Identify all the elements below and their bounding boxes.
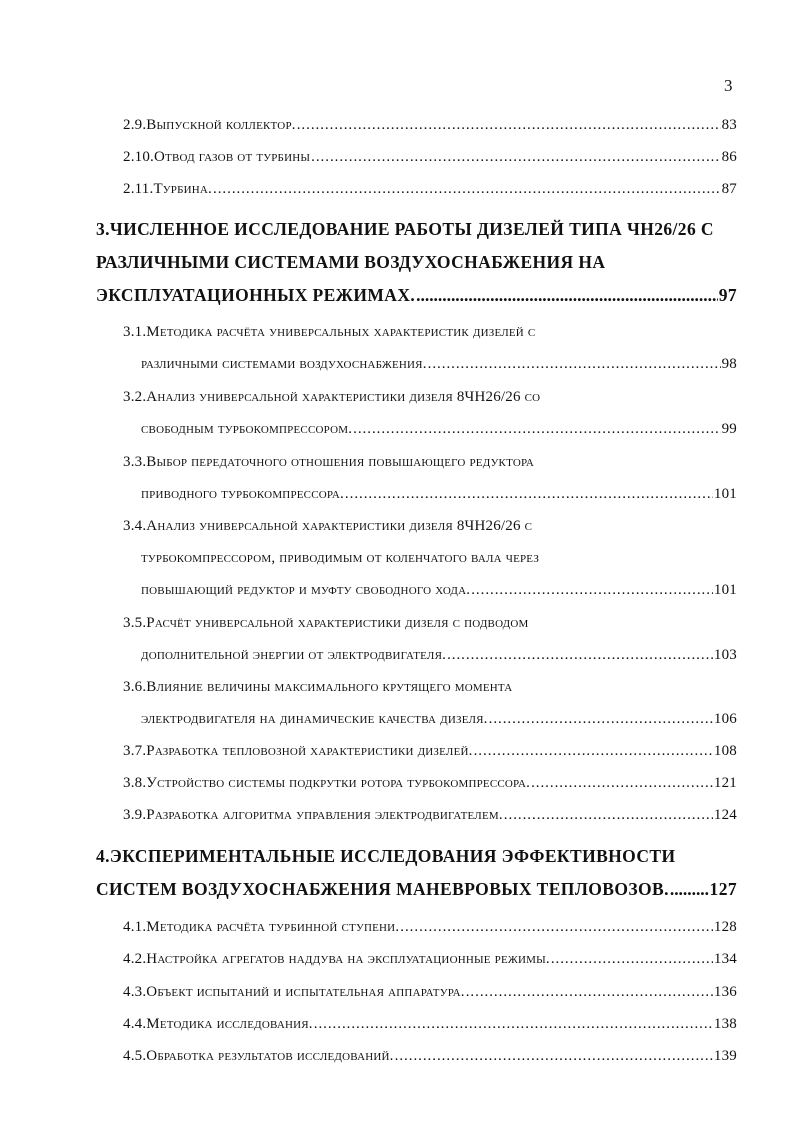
dot-leader [447,647,713,664]
toc-entry-page: 87 [721,181,737,197]
toc-entry-title: электродвигателя на динамические качества дизеля. [141,711,488,727]
toc-entry-3-2[interactable] [141,421,737,438]
toc-entry-page: 83 [721,117,737,133]
toc-entry-page: 127 [709,879,737,899]
toc-entry-2-10[interactable] [123,149,737,166]
dot-leader [466,984,713,1001]
page-number: 3 [724,76,733,95]
toc-entry-page: 124 [713,807,737,823]
toc-entry-title: повышающий редуктор и муфту свободного хода. [141,582,471,598]
toc-entry-3-8[interactable] [123,775,737,792]
chapter-4-title-line-1[interactable]: 4.ЭКСПЕРИМЕНТАЛЬНЫЕ ИССЛЕДОВАНИЯ ЭФФЕКТИВНОСТИ [96,846,676,866]
toc-entry-title: 2.10.Отвод газов от турбины [123,149,311,165]
toc-entry-3-4-line-1[interactable]: 3.4.Анализ универсальной характеристики дизеля 8ЧН26/26 с [123,518,533,534]
toc-entry-4-3[interactable] [123,984,737,1001]
toc-entry-chapter-4[interactable] [96,879,737,900]
toc-entry-page: 134 [713,951,737,967]
toc-entry-title: приводного турбокомпрессора. [141,486,344,502]
dot-leader [345,486,713,503]
toc-entry-title: 3.8.Устройство системы подкрутки ротора турбокомпрессора. [123,775,531,791]
toc-entry-page: 108 [713,743,737,759]
dot-leader [353,421,720,438]
toc-entry-page: 106 [713,711,737,727]
toc-entry-page: 139 [713,1048,737,1064]
toc-entry-chapter-3[interactable] [96,285,737,306]
toc-entry-3-4[interactable] [141,582,737,599]
dot-leader [670,879,709,900]
toc-entry-title: различными системами воздухоснабжения. [141,356,427,372]
toc-entry-title: СИСТЕМ ВОЗДУХОСНАБЖЕНИЯ МАНЕВРОВЫХ ТЕПЛОВОЗОВ. [96,879,669,899]
toc-entry-page: 97 [718,285,737,305]
toc-entry-3-2-line-1[interactable]: 3.2.Анализ универсальной характеристики дизеля 8ЧН26/26 со [123,389,541,405]
toc-entry-3-4-line-2[interactable]: турбокомпрессором, приводимым от коленчатого вала через [141,550,540,566]
toc-entry-2-11[interactable] [123,181,737,198]
dot-leader [428,356,721,373]
toc-entry-4-2[interactable] [123,951,737,968]
dot-leader [551,951,713,968]
toc-entry-title: 2.11.Турбина. [123,181,213,197]
dot-leader [531,775,713,792]
toc-entry-page: 99 [721,421,737,437]
toc-entry-3-6[interactable] [141,711,737,728]
toc-entry-page: 86 [721,149,737,165]
toc-entry-title: 3.9.Разработка алгоритма управления электродвигателем. [123,807,503,823]
dot-leader [474,743,713,760]
toc-entry-3-3[interactable] [141,486,737,503]
toc-entry-page: 101 [713,486,737,502]
toc-entry-3-9[interactable] [123,807,737,824]
toc-entry-3-6-line-1[interactable]: 3.6.Влияние величины максимального крутящего момента [123,679,513,695]
dot-leader [297,117,721,134]
toc-entry-page: 136 [713,984,737,1000]
dot-leader [504,807,713,824]
toc-entry-title: 4.2.Настройка агрегатов наддува на эксплуатационные режимы. [123,951,550,967]
dot-leader [314,1016,713,1033]
toc-entry-title: свободным турбокомпрессором. [141,421,353,437]
toc-entry-title: 4.5.Обработка результатов исследований. [123,1048,394,1064]
toc-entry-2-9[interactable] [123,117,737,134]
toc-entry-page: 103 [713,647,737,663]
toc-entry-3-1[interactable] [141,356,737,373]
toc-entry-title: 4.4.Методика исследования. [123,1016,313,1032]
dot-leader [213,181,721,198]
toc-entry-title: дополнительной энергии от электродвигателя. [141,647,447,663]
toc-entry-page: 128 [713,919,737,935]
toc-entry-title: 3.7.Разработка тепловозной характеристики дизелей. [123,743,473,759]
toc-entry-3-7[interactable] [123,743,737,760]
toc-entry-4-4[interactable] [123,1016,737,1033]
chapter-3-title-line-1[interactable]: 3.ЧИСЛЕННОЕ ИССЛЕДОВАНИЕ РАБОТЫ ДИЗЕЛЕЙ ТИПА ЧН26/26 С [96,219,714,239]
toc-entry-title: ЭКСПЛУАТАЦИОННЫХ РЕЖИМАХ. [96,285,416,305]
toc-entry-3-5-line-1[interactable]: 3.5.Расчёт универсальной характеристики дизеля с подводом [123,615,529,631]
dot-leader [311,149,720,166]
chapter-3-title-line-2[interactable]: РАЗЛИЧНЫМИ СИСТЕМАМИ ВОЗДУХОСНАБЖЕНИЯ НА [96,252,606,272]
dot-leader [416,285,718,306]
dot-leader [489,711,713,728]
toc-entry-3-3-line-1[interactable]: 3.3.Выбор передаточного отношения повышающего редуктора [123,454,535,470]
toc-entry-page: 121 [713,775,737,791]
toc-entry-page: 101 [713,582,737,598]
toc-entry-3-5[interactable] [141,647,737,664]
toc-entry-page: 98 [721,356,737,372]
toc-entry-title: 4.1.Методика расчёта турбинной ступени. [123,919,400,935]
dot-leader [395,1048,713,1065]
dot-leader [471,582,713,599]
toc-entry-title: 2.9.Выпускной коллектор. [123,117,296,133]
toc-entry-page: 138 [713,1016,737,1032]
toc-entry-4-5[interactable] [123,1048,737,1065]
toc-entry-title: 4.3.Объект испытаний и испытательная аппаратура. [123,984,465,1000]
toc-entry-4-1[interactable] [123,919,737,936]
dot-leader [400,919,713,936]
toc-entry-3-1-line-1[interactable]: 3.1.Методика расчёта универсальных характеристик дизелей с [123,324,536,340]
